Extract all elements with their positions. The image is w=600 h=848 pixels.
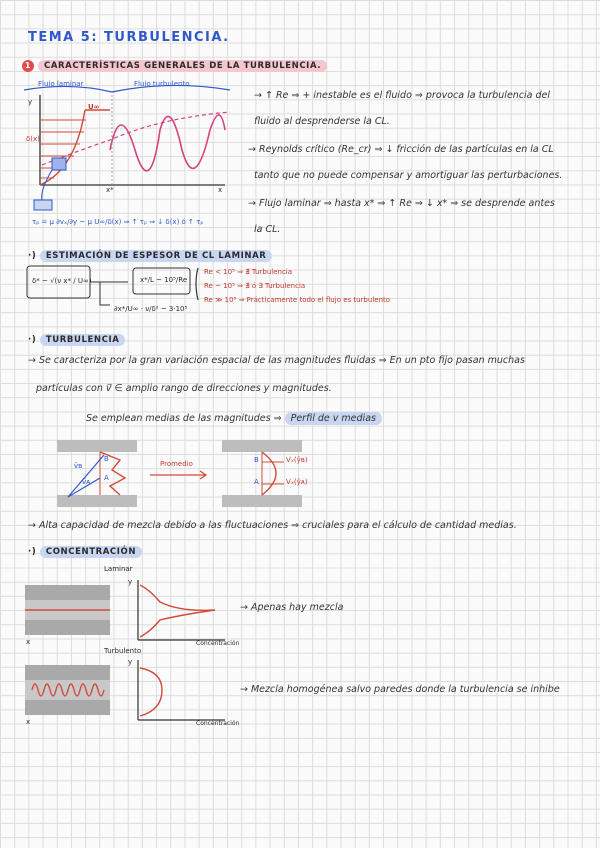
case-3: Re ≫ 10⁵ ⇒ Prácticamente todo el flujo es turbulento <box>204 296 391 304</box>
label-promedio: Promedio <box>160 460 193 468</box>
case-2: Re ~ 10⁵ ⇒ ∄ ó ∃ Turbulencia <box>204 282 306 290</box>
turb-line-3 <box>86 413 382 425</box>
axis-y-laminar: y <box>128 578 133 586</box>
section-number-badge: 1 <box>22 60 34 72</box>
case-1: Re < 10⁵ ⇒ ∄ Turbulencia <box>204 268 293 276</box>
note-3b: la CL. <box>254 224 281 235</box>
pipe-right-top-wall <box>222 440 302 452</box>
formula-xstar: x*/L ~ 10⁵/Re <box>140 276 188 284</box>
velocity-profile-curve <box>40 110 85 185</box>
turb-line-3-highlight: Perfil de v medias <box>285 412 382 425</box>
estimation-boxes <box>27 266 198 305</box>
turb-line-4: → Alta capacidad de mezcla debido a las fluctuaciones ⇒ cruciales para el cálculo de cantidad medias. <box>28 520 517 531</box>
axis-x-turb: x <box>26 718 31 726</box>
label-vb: v̄ʙ <box>74 462 83 470</box>
turbulent-wave <box>110 115 225 171</box>
concentration-turbulento <box>25 660 225 720</box>
label-concentracion-1: Concentración <box>196 640 240 647</box>
section-4-title: CONCENTRACIÓN <box>40 546 142 558</box>
note-1a: → ↑ Re ⇒ + inestable es el fluido ⇒ provoca la turbulencia del <box>254 90 551 101</box>
note-2a: → Reynolds crítico (Re_cr) ⇒ ↓ fricción de las partículas en la CL <box>248 144 554 155</box>
label-y-axis: y <box>28 98 33 106</box>
formula-delta: δ* ~ √(ν x* / U∞) <box>32 277 92 285</box>
label-a-right: A <box>254 478 259 486</box>
label-turbulento: Turbulento <box>104 647 142 655</box>
section-2-heading: ·) ESTIMACIÓN DE ESPESOR DE CL LAMINAR <box>28 251 272 261</box>
note-laminar: → Apenas hay mezcla <box>240 602 344 613</box>
turb-line-3-text: Se emplean medias de las magnitudes ⇒ <box>86 413 282 424</box>
fluid-element-zoom <box>34 200 52 210</box>
title-text: TEMA 5: TURBULENCIA. <box>28 30 230 45</box>
section-3-heading: ·) TURBULENCIA <box>28 335 125 345</box>
note-turbulento: → Mezcla homogénea salvo paredes donde la turbulencia se inhibe <box>240 684 560 695</box>
label-b-right: B <box>254 456 259 464</box>
boundary-layer-diagram <box>24 85 230 210</box>
note-1b: fluido al desprenderse la CL. <box>254 116 390 127</box>
section-1-title: CARACTERÍSTICAS GENERALES DE LA TURBULENCIA. <box>38 60 327 72</box>
turbulence-pipes <box>57 440 302 507</box>
mean-profile <box>262 452 276 495</box>
label-u-inf: U∞ <box>88 103 100 111</box>
label-va: v̄ᴀ <box>82 478 91 486</box>
axis-y-turb: y <box>128 658 133 666</box>
label-b-left: B <box>104 455 109 463</box>
pipe-right-bottom-wall <box>222 495 302 507</box>
label-x-axis: x <box>218 186 223 194</box>
label-vxb: Vₓ(ŷʙ) <box>286 456 308 464</box>
label-flujo-laminar: Flujo laminar <box>38 80 84 88</box>
concentration-laminar <box>25 580 225 640</box>
note-3a: → Flujo laminar ⇒ hasta x* ⇒ ↑ Re ⇒ ↓ x* ⇒ se desprende antes <box>248 198 555 209</box>
label-delta: δ(x) <box>26 135 40 143</box>
tau-formula: τₚ = μ ∂vₓ/∂y ~ μ U∞/δ(x) ⇒ ↑ τₚ ⇒ ↓ δ(x) ó ↑ τₚ <box>32 218 204 226</box>
pipe-left-top-wall <box>57 440 137 452</box>
label-laminar: Laminar <box>104 565 133 573</box>
section-2-title: ESTIMACIÓN DE ESPESOR DE CL LAMINAR <box>40 250 273 262</box>
label-vxa: Vₓ(ŷᴀ) <box>286 478 308 486</box>
label-x-star: x* <box>106 186 114 194</box>
fluid-element-box <box>52 158 66 170</box>
note-2b: tanto que no puede compensar y amortiguar las perturbaciones. <box>254 170 563 181</box>
label-a-left: A <box>104 474 109 482</box>
label-concentracion-2: Concentración <box>196 720 240 727</box>
label-flujo-turbulento: Flujo turbulento <box>134 80 190 88</box>
turb-line-1: → Se caracteriza por la gran variación espacial de las magnitudes fluidas ⇒ En un pto fijo pasan muchas <box>28 355 525 366</box>
formula-ratio: ∂x*/U∞ · ν/δ² ~ 3·10⁵ <box>114 305 188 313</box>
section-4-heading: ·) CONCENTRACIÓN <box>28 547 142 557</box>
turb-line-2: partículas con v⃗ ∈ amplio rango de direcciones y magnitudes. <box>36 383 332 394</box>
section-3-title: TURBULENCIA <box>40 334 126 346</box>
axis-x-laminar: x <box>26 638 31 646</box>
